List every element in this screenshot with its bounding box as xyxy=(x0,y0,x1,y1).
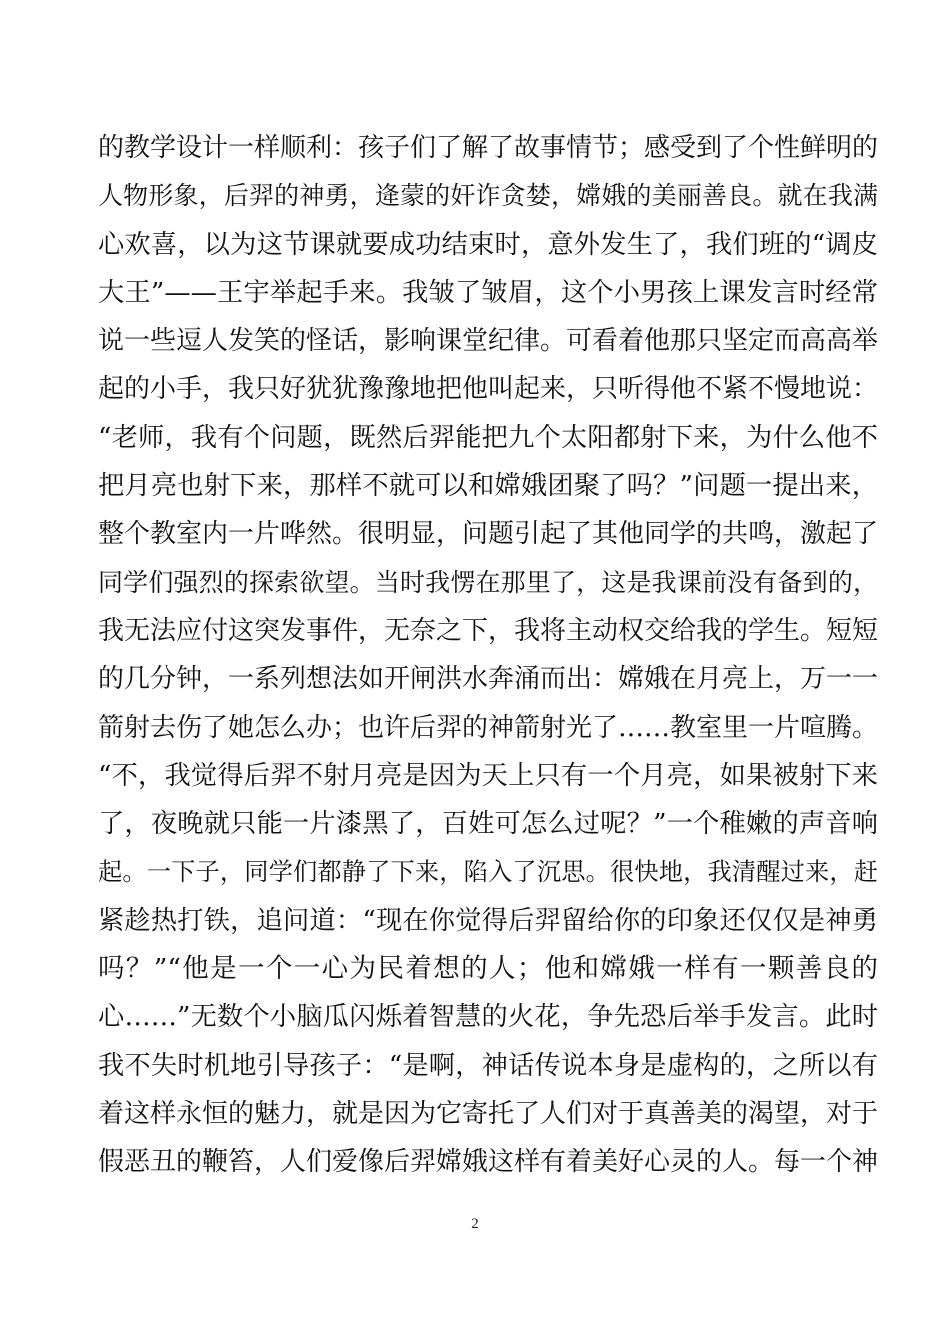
text-line: 我不失时机地引导孩子：“是啊，神话传说本身是虚构的，之所以有 xyxy=(98,1050,878,1081)
text-line: 大王”——王宇举起手来。我皱了皱眉，这个小男孩上课发言时经常 xyxy=(98,277,878,308)
text-line: “不，我觉得后羿不射月亮是因为天上只有一个月亮，如果被射下来 xyxy=(98,760,878,791)
text-line: 人物形象，后羿的神勇，逄蒙的奸诈贪婪，嫦娥的美丽善良。就在我满 xyxy=(98,181,878,211)
text-line: 心欢喜，以为这节课就要成功结束时，意外发生了，我们班的“调皮 xyxy=(98,229,878,260)
text-line: 的教学设计一样顺利：孩子们了解了故事情节；感受到了个性鲜明的 xyxy=(98,133,879,163)
text-line: 起的小手，我只好犹犹豫豫地把他叫起来，只听得他不紧不慢地说： xyxy=(98,374,879,405)
text-line: “老师，我有个问题，既然后羿能把九个太阳都射下来，为什么他不 xyxy=(98,422,878,453)
text-line: 了，夜晚就只能一片漆黑了，百姓可怎么过呢？”一个稚嫩的声音响 xyxy=(98,809,878,840)
text-line: 同学们强烈的探索欲望。当时我愣在那里了，这是我课前没有备到的， xyxy=(98,567,878,597)
body-text xyxy=(98,124,878,1187)
text-line: 说一些逗人发笑的怪话，影响课堂纪律。可看着他那只坚定而高高举 xyxy=(98,326,879,357)
text-line: 假恶丑的鞭笞，人们爱像后羿嫦娥这样有着美好心灵的人。每一个神 xyxy=(98,1147,879,1178)
text-line: 着这样永恒的魅力，就是因为它寄托了人们对于真善美的渴望，对于 xyxy=(98,1098,879,1129)
text-line: 我无法应付这突发事件，无奈之下，我将主动权交给我的学生。短短 xyxy=(98,615,879,646)
text-line: 把月亮也射下来，那样不就可以和嫦娥团聚了吗？”问题一提出来， xyxy=(98,471,878,502)
text-line: 整个教室内一片哗然。很明显，问题引起了其他同学的共鸣，激起了 xyxy=(98,519,879,550)
text-line: 紧趁热打铁，追问道：“现在你觉得后羿留给你的印象还仅仅是神勇 xyxy=(98,905,878,936)
text-line: 的几分钟，一系列想法如开闸洪水奔涌而出：嫦娥在月亮上，万一一 xyxy=(98,664,879,695)
text-line: 箭射去伤了她怎么办；也许后羿的神箭射光了……教室里一片喧腾。 xyxy=(98,712,879,743)
text-line: 吗？”“他是一个一心为民着想的人；他和嫦娥一样有一颗善良的 xyxy=(98,953,878,985)
page-number: 2 xyxy=(471,1216,479,1232)
text-line: 心……”无数个小脑瓜闪烁着智慧的火花，争先恐后举手发言。此时 xyxy=(98,1002,878,1033)
text-line: 起。一下子，同学们都静了下来，陷入了沉思。很快地，我清醒过来，赶 xyxy=(98,857,878,887)
